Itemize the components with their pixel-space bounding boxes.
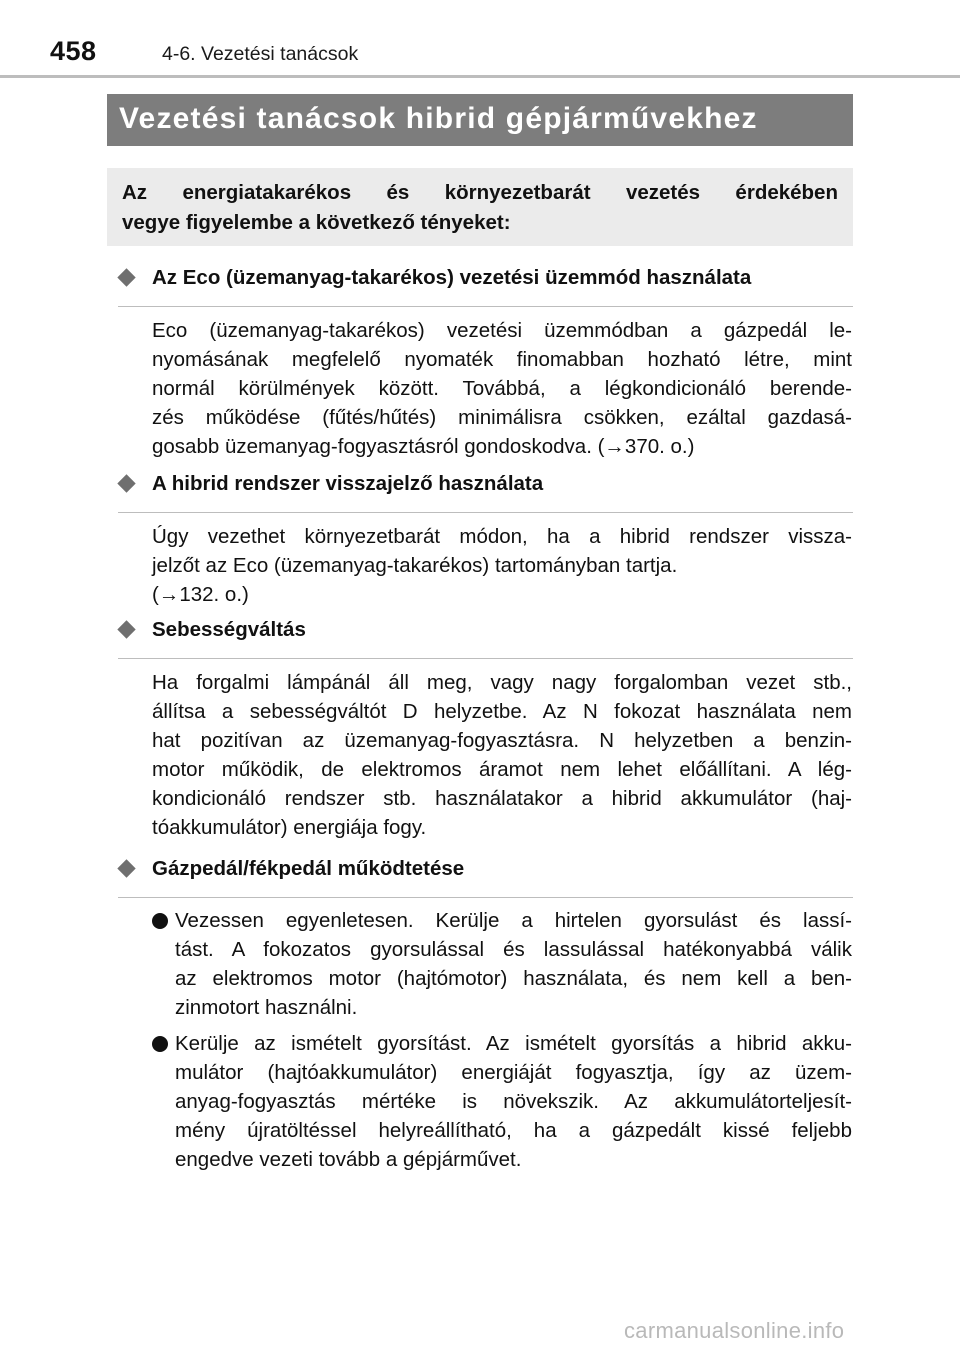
section-label: 4-6. Vezetési tanácsok: [162, 43, 359, 65]
intro-line: Az energiatakarékos és környezetbarát vezetés érdekében: [122, 181, 838, 204]
subheading-title: Sebességváltás: [152, 618, 306, 641]
title-bar: [107, 94, 853, 146]
bullet-dot-icon: [152, 1036, 168, 1052]
header-divider: [0, 75, 960, 78]
diamond-bullet-icon: [117, 268, 135, 286]
subheading-pedal-operation: [118, 857, 853, 898]
text-line: Eco (üzemanyag-takarékos) vezetési üzemmódban a gázpedál le-: [152, 319, 852, 342]
subheading-row: [118, 472, 853, 513]
watermark: carmanualsonline.info: [624, 1318, 845, 1343]
text-line: Kerülje az ismételt gyorsítást. Az ismételt gyorsítás a hibrid akku-: [175, 1032, 852, 1055]
text-line: nyomásának megfelelő nyomaték finomabban hozható létre, mint: [152, 348, 852, 371]
paragraph-gear-shift: [152, 668, 852, 842]
page-header: [0, 0, 960, 80]
page-title: Vezetési tanácsok hibrid gépjárművekhez: [119, 102, 758, 135]
subheading-row: [118, 618, 853, 659]
subheading-gear-shift: [118, 618, 853, 659]
text-line: mény újratöltéssel helyreállítható, ha a gázpedált kissé feljebb: [175, 1119, 852, 1142]
subheading-title: A hibrid rendszer visszajelző használata: [152, 472, 544, 495]
text-line: jelzőt az Eco (üzemanyag-takarékos) tartományban tartja.: [152, 554, 678, 577]
text-line: Úgy vezethet környezetbarát módon, ha a hibrid rendszer vissza-: [152, 525, 852, 548]
diamond-bullet-icon: [117, 859, 135, 877]
subheading-hybrid-indicator: [118, 472, 853, 513]
intro-box: [107, 168, 853, 246]
paragraph-eco-mode: [152, 316, 852, 461]
text-line: kondicionáló rendszer stb. használatakor a hibrid akkumulátor (haj-: [152, 787, 852, 810]
page-number: 458: [50, 36, 97, 66]
text-line: zés működése (fűtés/hűtés) minimálisra csökken, ezáltal gazdasá-: [152, 406, 852, 429]
text-line: állítsa a sebességváltót D helyzetbe. Az N fokozat használata nem: [152, 700, 852, 723]
subheading-row: [118, 857, 853, 898]
text-line: anyag-fogyasztás mértéke is növekszik. Az akkumulátorteljesít-: [175, 1090, 852, 1113]
subheading-eco-mode: [118, 266, 853, 307]
text-line: Vezessen egyenletesen. Kerülje a hirtelen gyorsulást és lassí-: [175, 909, 852, 932]
text-line: (→132. o.): [152, 583, 249, 606]
text-line: zinmotort használni.: [175, 996, 358, 1019]
bullet-text: [175, 1029, 852, 1174]
bullet-text: [175, 906, 852, 1022]
diamond-bullet-icon: [117, 620, 135, 638]
subheading-title: Az Eco (üzemanyag-takarékos) vezetési üzemmód használata: [152, 266, 752, 289]
bullet-dot-icon: [152, 913, 168, 929]
paragraph-hybrid-indicator: [152, 522, 852, 609]
intro-line: vegye figyelembe a következő tényeket:: [122, 211, 511, 234]
text-line: gosabb üzemanyag-fogyasztásról gondoskodva. (→370. o.): [152, 435, 695, 458]
text-line: normál körülmények között. Továbbá, a légkondicionáló berende-: [152, 377, 852, 400]
subheading-row: [118, 266, 853, 307]
diamond-bullet-icon: [117, 474, 135, 492]
text-line: motor működik, de elektromos áramot nem lehet előállítani. A lég-: [152, 758, 852, 781]
subheading-title: Gázpedál/fékpedál működtetése: [152, 857, 465, 880]
text-line: engedve vezeti tovább a gépjárművet.: [175, 1148, 522, 1171]
text-line: tóakkumulátor) energiája fogy.: [152, 816, 427, 839]
text-line: mulátor (hajtóakkumulátor) energiáját fogyasztja, így az üzem-: [175, 1061, 852, 1084]
text-line: az elektromos motor (hajtómotor) használata, és nem kell a ben-: [175, 967, 852, 990]
intro-text: [122, 178, 838, 238]
text-line: tást. A fokozatos gyorsulással és lassulással hatékonyabbá válik: [175, 938, 852, 961]
text-line: Ha forgalmi lámpánál áll meg, vagy nagy forgalomban vezet stb.,: [152, 671, 852, 694]
text-line: hat pozitívan az üzemanyag-fogyasztásra. N helyzetben a benzin-: [152, 729, 852, 752]
